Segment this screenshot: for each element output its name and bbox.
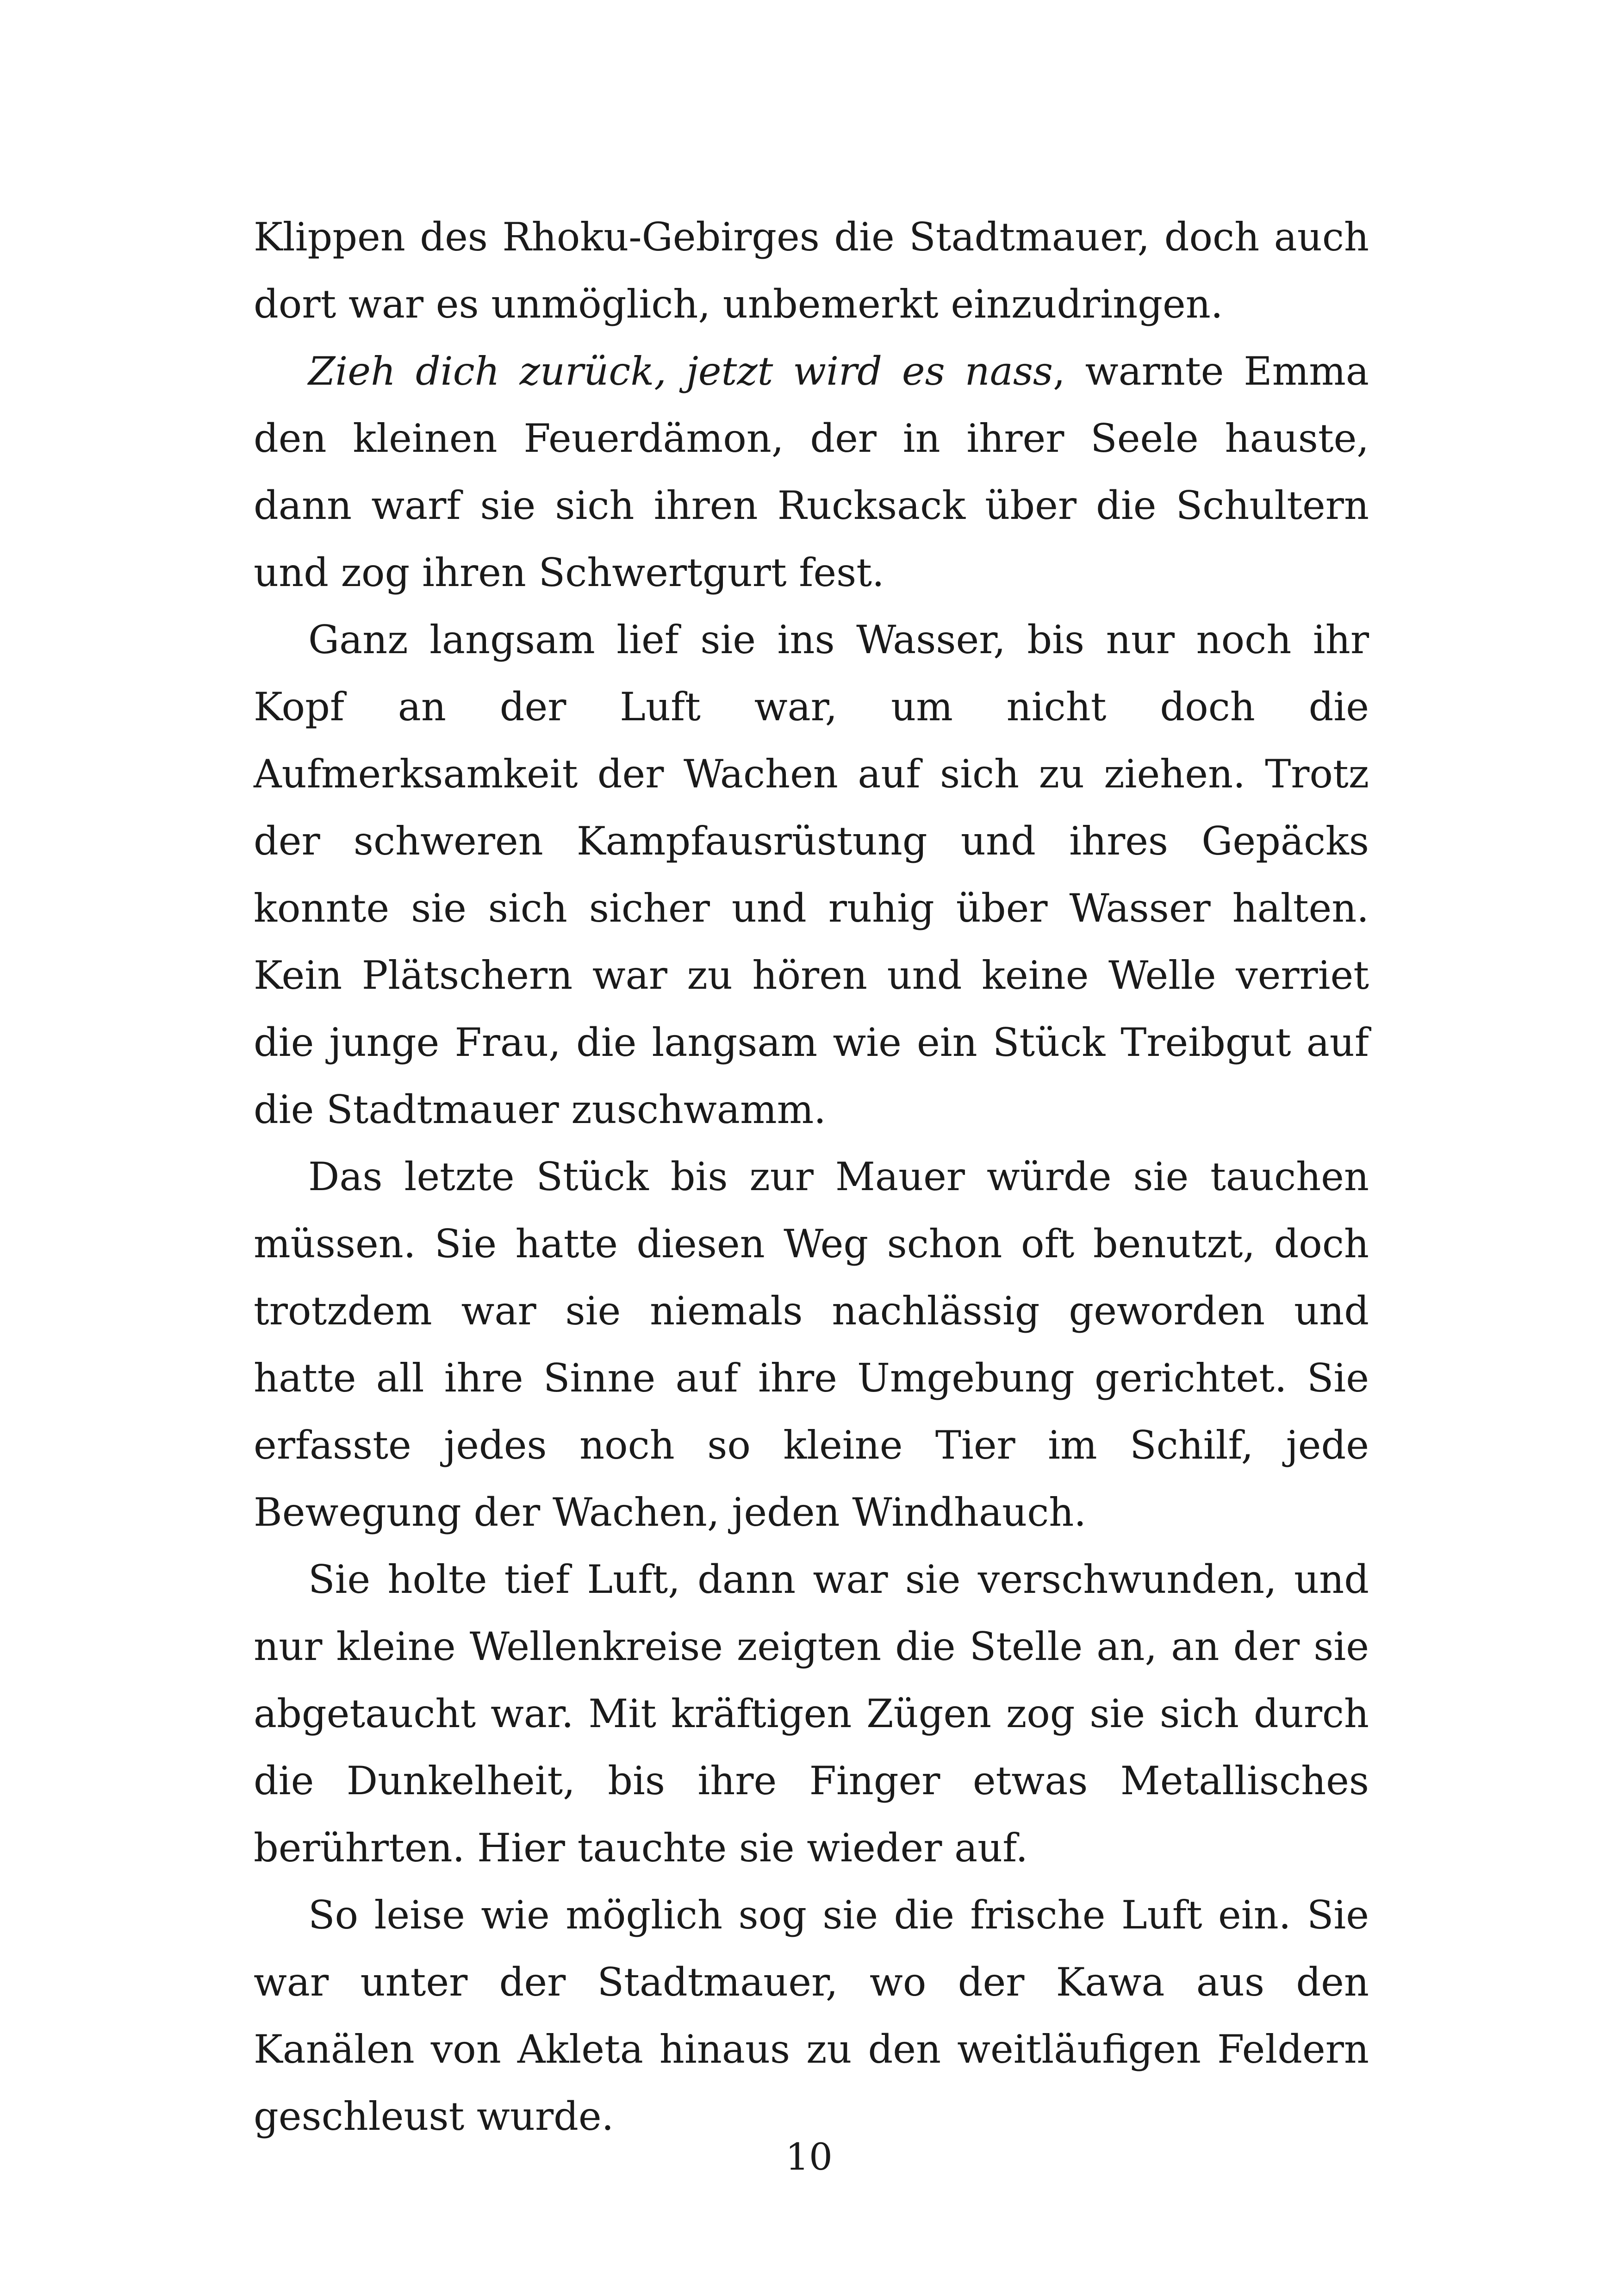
paragraph-6: So leise wie möglich sog sie die frische Luft ein. Sie war unter der Stadtmauer, wo der Kawa aus den Kanälen von Akleta hinaus zu den weitläufigen Feldern geschleust wurde. — [254, 1892, 1369, 2139]
paragraph-5: Sie holte tief Luft, dann war sie verschwunden, und nur kleine Wellenkreise zeigten die Stelle an, an der sie abgetaucht war. Mit kräftigen Zügen zog sie sich durch die Dunkelheit, bis ihre Finger etwas Metallisches berührten. Hier tauchte sie wieder auf. — [254, 1557, 1369, 1871]
paragraph-2-text: , warnte Emma den kleinen Feuerdämon, der in ihrer Seele hauste, dann warf sie sich ihren Rucksack über die Schultern und zog ihren Schwertgurt fest. — [254, 349, 1369, 595]
paragraph-2 — [254, 338, 1369, 606]
paragraph-3: Ganz langsam lief sie ins Wasser, bis nur noch ihr Kopf an der Luft war, um nicht doch die Aufmerksamkeit der Wachen auf sich zu ziehen. Trotz der schweren Kampfausrüstung und ihres Gepäcks konnte sie sich sicher und ruhig über Wasser halten. Kein Plätschern war zu hören und keine Welle verriet die junge Frau, die langsam wie ein Stück Treibgut auf die Stadtmauer zuschwamm. — [254, 617, 1369, 1132]
italic-thought: Zieh dich zurück, jetzt wird es nass — [308, 349, 1053, 394]
body-text — [254, 204, 1369, 2150]
page-number: 10 — [785, 2135, 833, 2178]
paragraph-4: Das letzte Stück bis zur Mauer würde sie tauchen müssen. Sie hatte diesen Weg schon oft benutzt, doch trotzdem war sie niemals nachlässig geworden und hatte all ihre Sinne auf ihre Umgebung gerichtet. Sie erfasste jedes noch so kleine Tier im Schilf, jede Bewegung der Wachen, jeden Windhauch. — [254, 1154, 1369, 1535]
paragraph-1: Klippen des Rhoku-Gebirges die Stadtmauer, doch auch dort war es unmöglich, unbemerkt einzudringen. — [254, 214, 1369, 327]
